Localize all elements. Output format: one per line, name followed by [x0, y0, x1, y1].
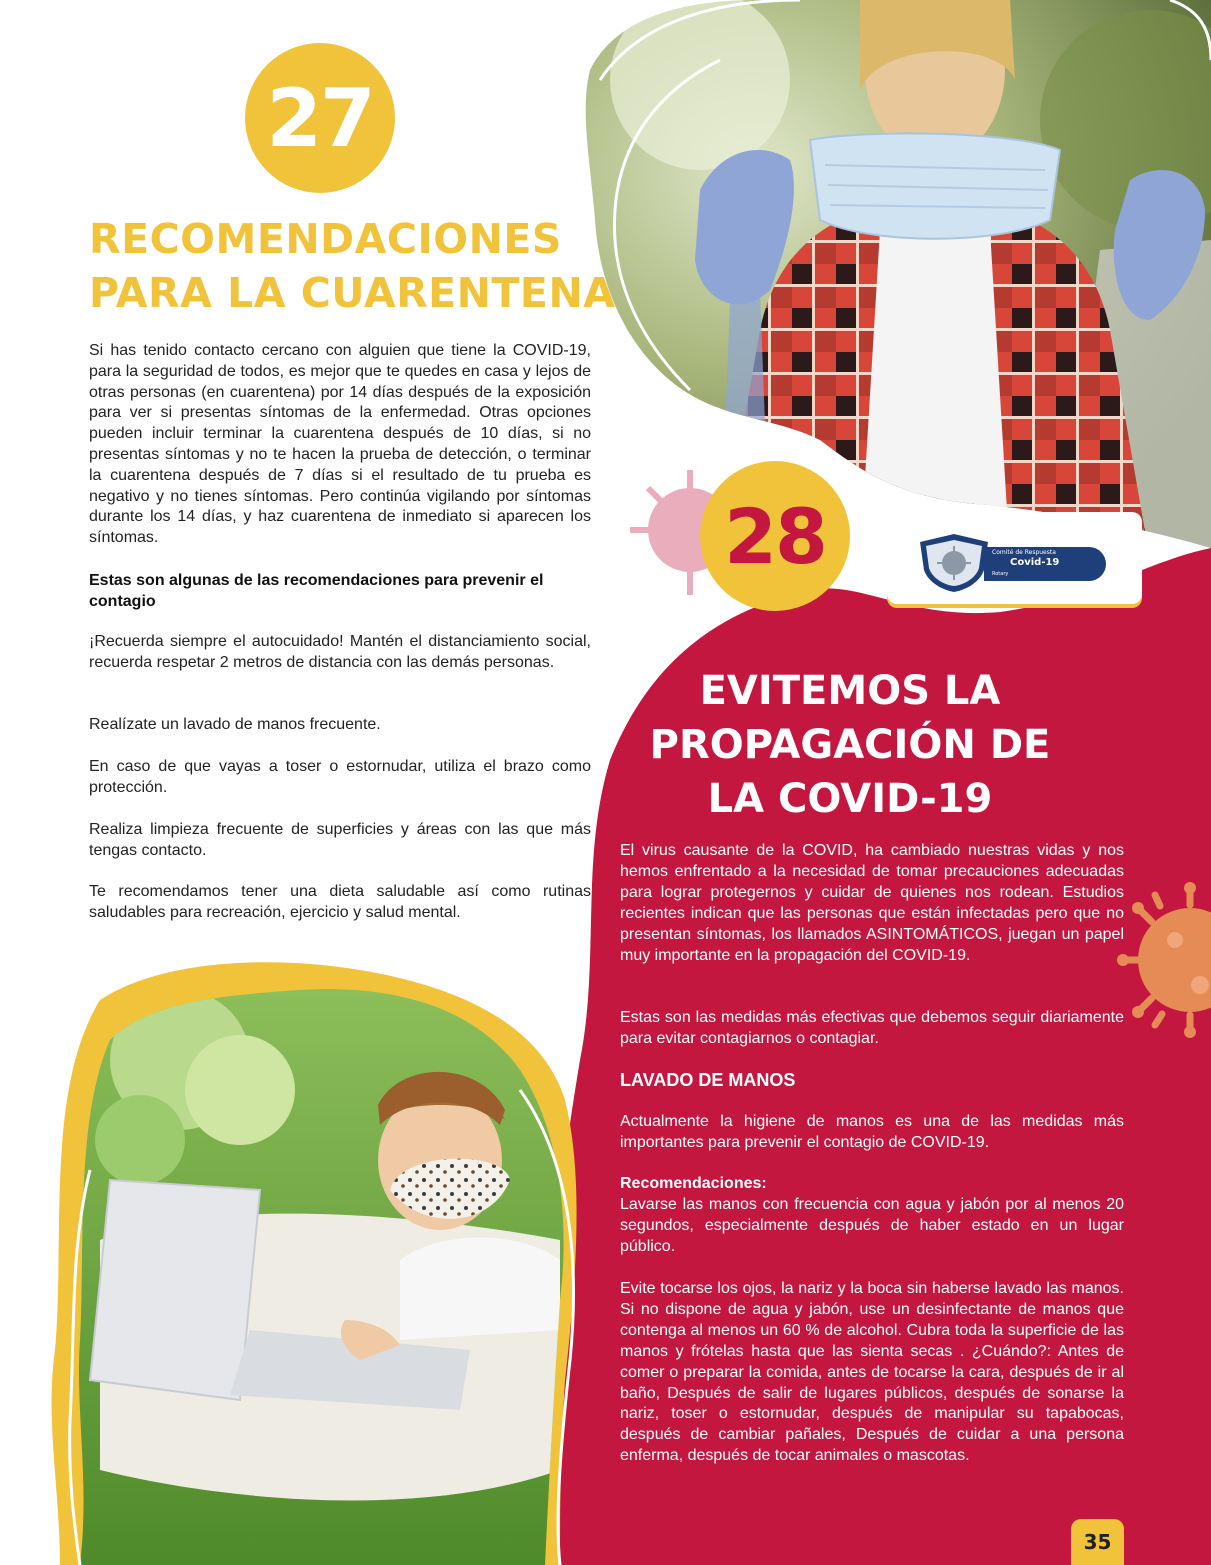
right-title-line-3: LA COVID-19: [707, 776, 993, 822]
left-recommendation-4: Realiza limpieza frecuente de superficies y áreas con las que más tengas contacto.: [89, 821, 591, 859]
right-title-line-2: PROPAGACIÓN DE: [649, 722, 1051, 768]
shield-logo-icon: [914, 530, 994, 594]
left-recommendation-1: ¡Recuerda siempre el autocuidado! Mantén el distanciamiento social, recuerda respetar 2 metros de distancia con las demás personas.: [89, 633, 591, 671]
handwashing-heading: LAVADO DE MANOS: [620, 1070, 796, 1090]
section-number-badge-27: 27: [245, 43, 395, 193]
logo-text-covid: Covid-19: [1010, 557, 1060, 568]
right-paragraph-2: Estas son las medidas más efectivas que debemos seguir diariamente para evitar contagiarnos o contagiar.: [620, 1009, 1124, 1047]
logo-text-committee: Comité de Respuesta: [992, 549, 1056, 556]
left-intro-paragraph: Si has tenido contacto cercano con alguien que tiene la COVID-19, para la seguridad de todos, es mejor que te quedes en casa y lejos de otras personas (en cuarentena) por 14 días después de la exposición para ver si presentas síntomas de la enfermedad. Otras opciones pueden incluir terminar la cuarentena después de 10 días, si no presentas síntomas y no te hacen la prueba de detección, o terminar la cuarentena después de 7 días si el resultado de tu prueba es negativo y no tienes síntomas. Pero continúa vigilando por síntomas durante los 14 días, y haz cuarentena de inmediato si aparecen los síntomas.: [89, 342, 591, 547]
recommendations-label: Recomendaciones:: [620, 1175, 767, 1192]
left-title-line-1: RECOMENDACIONES: [89, 215, 562, 263]
boy-with-laptop-photo: [60, 980, 580, 1565]
left-section-title: [89, 212, 649, 320]
right-paragraph-4: Evite tocarse los ojos, la nariz y la boca sin haberse lavado las manos. Si no dispone de agua y jabón, use un desinfectante de manos que contenga al menos un 60 % de alcohol. Cubra toda la superficie de las manos y frótelas hasta que las sienta secas . ¿Cuándo?: Antes de comer o preparar la comida, antes de tocarse la cara, después de ir al baño, Después de salir de lugares públicos, después de sonarse la nariz, toser o estornudar, después de manipular su tapabocas, después de cambiar pañales, Después de cuidar a una persona enferma, después de tocar animales o mascotas.: [620, 1280, 1124, 1465]
recommendations-text: Lavarse las manos con frecuencia con agua y jabón por al menos 20 segundos, especialmente después de haber estado en un lugar público.: [620, 1196, 1124, 1255]
left-recommendation-3: En caso de que vayas a toser o estornudar, utiliza el brazo como protección.: [89, 758, 591, 796]
right-paragraph-1: El virus causante de la COVID, ha cambiado nuestras vidas y nos hemos enfrentado a la necesidad de tomar precauciones adecuadas para lograr protegernos y cuidar de quienes nos rodean. Estudios recientes indican que las personas que están infectadas pero que no presentan síntomas, los llamados ASINTOMÁTICOS, juegan un papel muy importante en la propagación del COVID-19.: [620, 842, 1124, 964]
page-number: 35: [1071, 1519, 1124, 1565]
left-subheading: Estas son algunas de las recomendaciones para prevenir el contagio: [89, 572, 544, 610]
left-recommendation-2: Realízate un lavado de manos frecuente.: [89, 716, 381, 733]
left-recommendation-5: Te recomendamos tener una dieta saludable así como rutinas saludables para recreación, ejercicio y salud mental.: [89, 883, 591, 921]
logo-text-rotary: Rotary: [992, 571, 1009, 577]
right-paragraph-3: Actualmente la higiene de manos es una de las medidas más importantes para prevenir el contagio de COVID-19.: [620, 1113, 1124, 1151]
woman-holding-mask-photo: [560, 0, 1211, 560]
right-section-title: [600, 664, 1100, 826]
section-number-badge-28: 28: [700, 461, 850, 611]
rotary-covid-committee-logo: [887, 512, 1142, 604]
right-title-line-1: EVITEMOS LA: [699, 668, 1001, 714]
left-title-line-2: PARA LA CUARENTENA: [89, 269, 616, 317]
